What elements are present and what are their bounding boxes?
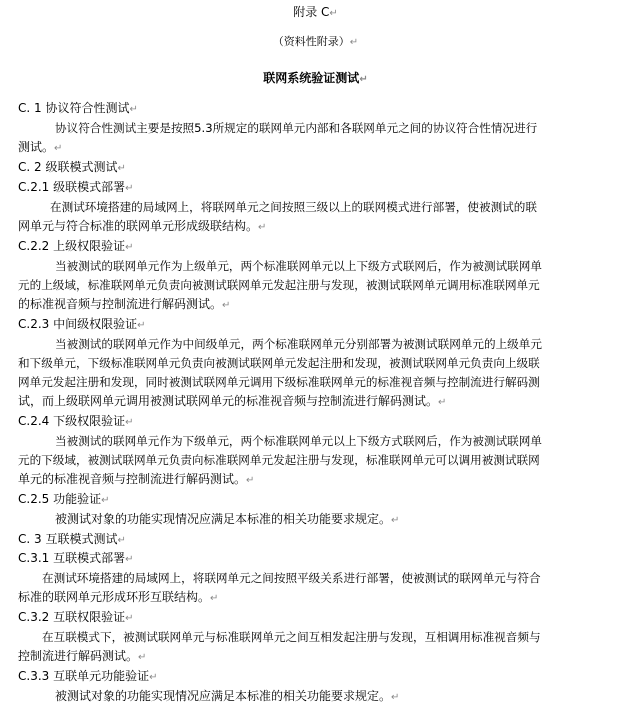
heading-c3: C. 3 互联模式测试↵ xyxy=(18,532,126,546)
paragraph-line: 被测试对象的功能实现情况应满足本标准的相关功能要求规定。↵ xyxy=(55,689,400,703)
paragraph-line: 网单元与符合标准的联网单元形成级联结构。↵ xyxy=(18,219,267,233)
paragraph-line: 当被测试的联网单元作为中间级单元，两个标准联网单元分别部署为被测试联网单元的上级单元 xyxy=(55,337,542,351)
heading-c2-4: C.2.4 下级权限验证↵ xyxy=(18,414,134,428)
paragraph-line: 当被测试的联网单元作为上级单元，两个标准联网单元以上下级方式联网后，作为被测试联网单 xyxy=(55,259,542,273)
paragraph-line: 控制流进行解码测试。↵ xyxy=(18,649,147,663)
appendix-title: 附录 C↵ xyxy=(293,5,338,19)
section-title: 联网系统验证测试↵ xyxy=(263,71,368,85)
heading-c3-3: C.3.3 互联单元功能验证↵ xyxy=(18,669,158,683)
paragraph-line: 当被测试的联网单元作为下级单元，两个标准联网单元以上下级方式联网后，作为被测试联网单 xyxy=(55,434,542,448)
heading-c2-1: C.2.1 级联模式部署↵ xyxy=(18,180,134,194)
heading-c3-1: C.3.1 互联模式部署↵ xyxy=(18,551,134,565)
paragraph-line: 的标准视音频与控制流进行解码测试。↵ xyxy=(18,297,231,311)
heading-c2-5: C.2.5 功能验证↵ xyxy=(18,492,110,506)
heading-c2: C. 2 级联模式测试↵ xyxy=(18,160,126,174)
paragraph-line: 元的下级域，被测试联网单元负责向标准联网单元发起注册与发现，标准联网单元可以调用被测试联网 xyxy=(18,453,540,467)
paragraph-line: 在测试环境搭建的局域网上，将联网单元之间按照平级关系进行部署，使被测试的联网单元与符合 xyxy=(42,571,541,585)
paragraph-line: 协议符合性测试主要是按照5.3所规定的联网单元内部和各联网单元之间的协议符合性情况进行 xyxy=(55,121,538,135)
paragraph-line: 试，而上级联网单元调用被测试联网单元的标准视音频与控制流进行解码测试。↵ xyxy=(18,394,447,408)
heading-c2-3: C.2.3 中间级权限验证↵ xyxy=(18,317,146,331)
heading-c3-2: C.3.2 互联权限验证↵ xyxy=(18,610,134,624)
paragraph-line: 在测试环境搭建的局域网上，将联网单元之间按照三级以上的联网模式进行部署，使被测试的联 xyxy=(50,200,537,214)
appendix-note: （资料性附录）↵ xyxy=(272,35,359,48)
paragraph-line: 网单元发起注册和发现，同时被测试联网单元调用下级标准联网单元的标准视音频与控制流进行解码测 xyxy=(18,375,540,389)
heading-c1: C. 1 协议符合性测试↵ xyxy=(18,101,138,115)
paragraph-line: 和下级单元，下级标准联网单元负责向被测试联网单元发起注册和发现，被测试联网单元负责向上级联 xyxy=(18,356,540,370)
paragraph-line: 测试。↵ xyxy=(18,140,63,154)
paragraph-line: 单元的标准视音频与控制流进行解码测试。↵ xyxy=(18,472,255,486)
paragraph-line: 被测试对象的功能实现情况应满足本标准的相关功能要求规定。↵ xyxy=(55,512,400,526)
paragraph-line: 元的上级域，标准联网单元负责向被测试联网单元发起注册与发现，被测试联网单元调用标准联网单元 xyxy=(18,278,540,292)
heading-c2-2: C.2.2 上级权限验证↵ xyxy=(18,239,134,253)
paragraph-line: 在互联模式下，被测试联网单元与标准联网单元之间互相发起注册与发现，互相调用标准视音频与 xyxy=(42,630,541,644)
paragraph-line: 标准的联网单元形成环形互联结构。↵ xyxy=(18,590,219,604)
